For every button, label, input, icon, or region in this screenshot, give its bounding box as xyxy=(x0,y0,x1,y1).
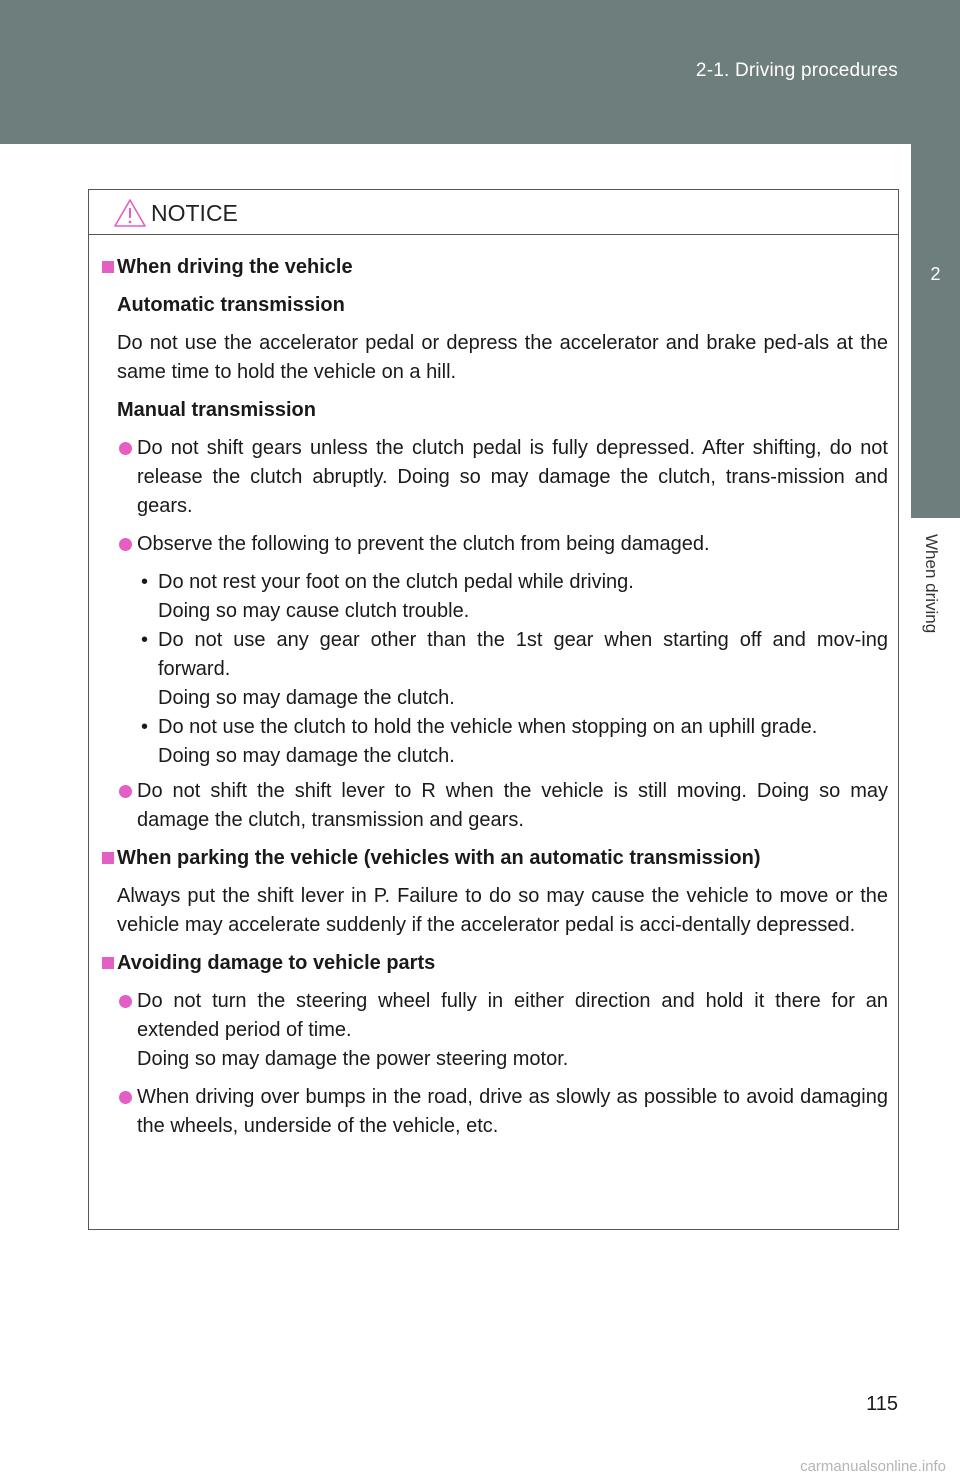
square-bullet-icon xyxy=(102,957,114,969)
automatic-transmission-text: Do not use the accelerator pedal or depress the accelerator and brake ped-als at the same time to hold the vehicle on a hill. xyxy=(117,332,888,383)
list-item: • Do not rest your foot on the clutch pedal while driving. Doing so may cause clutch trouble. xyxy=(141,571,634,622)
watermark: carmanualsonline.info xyxy=(800,1458,946,1475)
section-heading-driving: When driving the vehicle xyxy=(102,253,888,282)
circle-bullet-icon xyxy=(119,785,132,798)
manual-transmission-heading: Manual transmission xyxy=(117,399,316,421)
chapter-tab xyxy=(911,144,960,634)
chapter-label-area xyxy=(911,518,960,818)
page-number: 115 xyxy=(866,1393,898,1415)
list-item: Do not turn the steering wheel fully in either direction and hold it there for an extended period of time. Doing so may damage the power steering motor. xyxy=(102,987,888,1074)
automatic-transmission-heading: Automatic transmission xyxy=(117,294,345,316)
notice-header xyxy=(89,190,898,235)
notice-title: NOTICE xyxy=(151,200,238,226)
circle-bullet-icon xyxy=(119,995,132,1008)
list-item: • Do not use any gear other than the 1st gear when starting off and mov-ing forward. Doing so may damage the clutch. xyxy=(141,629,888,709)
chapter-number: 2 xyxy=(930,264,941,284)
section-heading-parking: When parking the vehicle (vehicles with an automatic transmission) xyxy=(102,844,888,873)
chapter-label: When driving xyxy=(922,534,941,634)
notice-body xyxy=(89,235,898,1141)
section-title: 2-1. Driving procedures xyxy=(695,60,898,81)
page-header xyxy=(0,0,960,144)
parking-text: Always put the shift lever in P. Failure to do so may cause the vehicle to move or the vehicle may accelerate suddenly if the accelerator pedal is acci-dentally depressed. xyxy=(117,885,888,936)
list-item: • Do not use the clutch to hold the vehicle when stopping on an uphill grade. Doing so may damage the clutch. xyxy=(141,716,818,767)
notice-box xyxy=(88,189,899,1230)
circle-bullet-icon xyxy=(119,538,132,551)
circle-bullet-icon xyxy=(119,442,132,455)
list-item: Do not shift the shift lever to R when the vehicle is still moving. Doing so may damage the clutch, transmission and gears. xyxy=(102,777,888,835)
list-item: When driving over bumps in the road, drive as slowly as possible to avoid damaging the wheels, underside of the vehicle, etc. xyxy=(102,1083,888,1141)
list-item: Do not shift gears unless the clutch pedal is fully depressed. After shifting, do not release the clutch abruptly. Doing so may damage the clutch, trans-mission and gears. xyxy=(102,434,888,521)
section-heading-damage: Avoiding damage to vehicle parts xyxy=(102,949,888,978)
clutch-precaution-list xyxy=(102,568,888,771)
list-item: Observe the following to prevent the clutch from being damaged. xyxy=(102,530,888,559)
circle-bullet-icon xyxy=(119,1091,132,1104)
square-bullet-icon xyxy=(102,852,114,864)
square-bullet-icon xyxy=(102,261,114,273)
warning-triangle-icon xyxy=(113,198,147,228)
